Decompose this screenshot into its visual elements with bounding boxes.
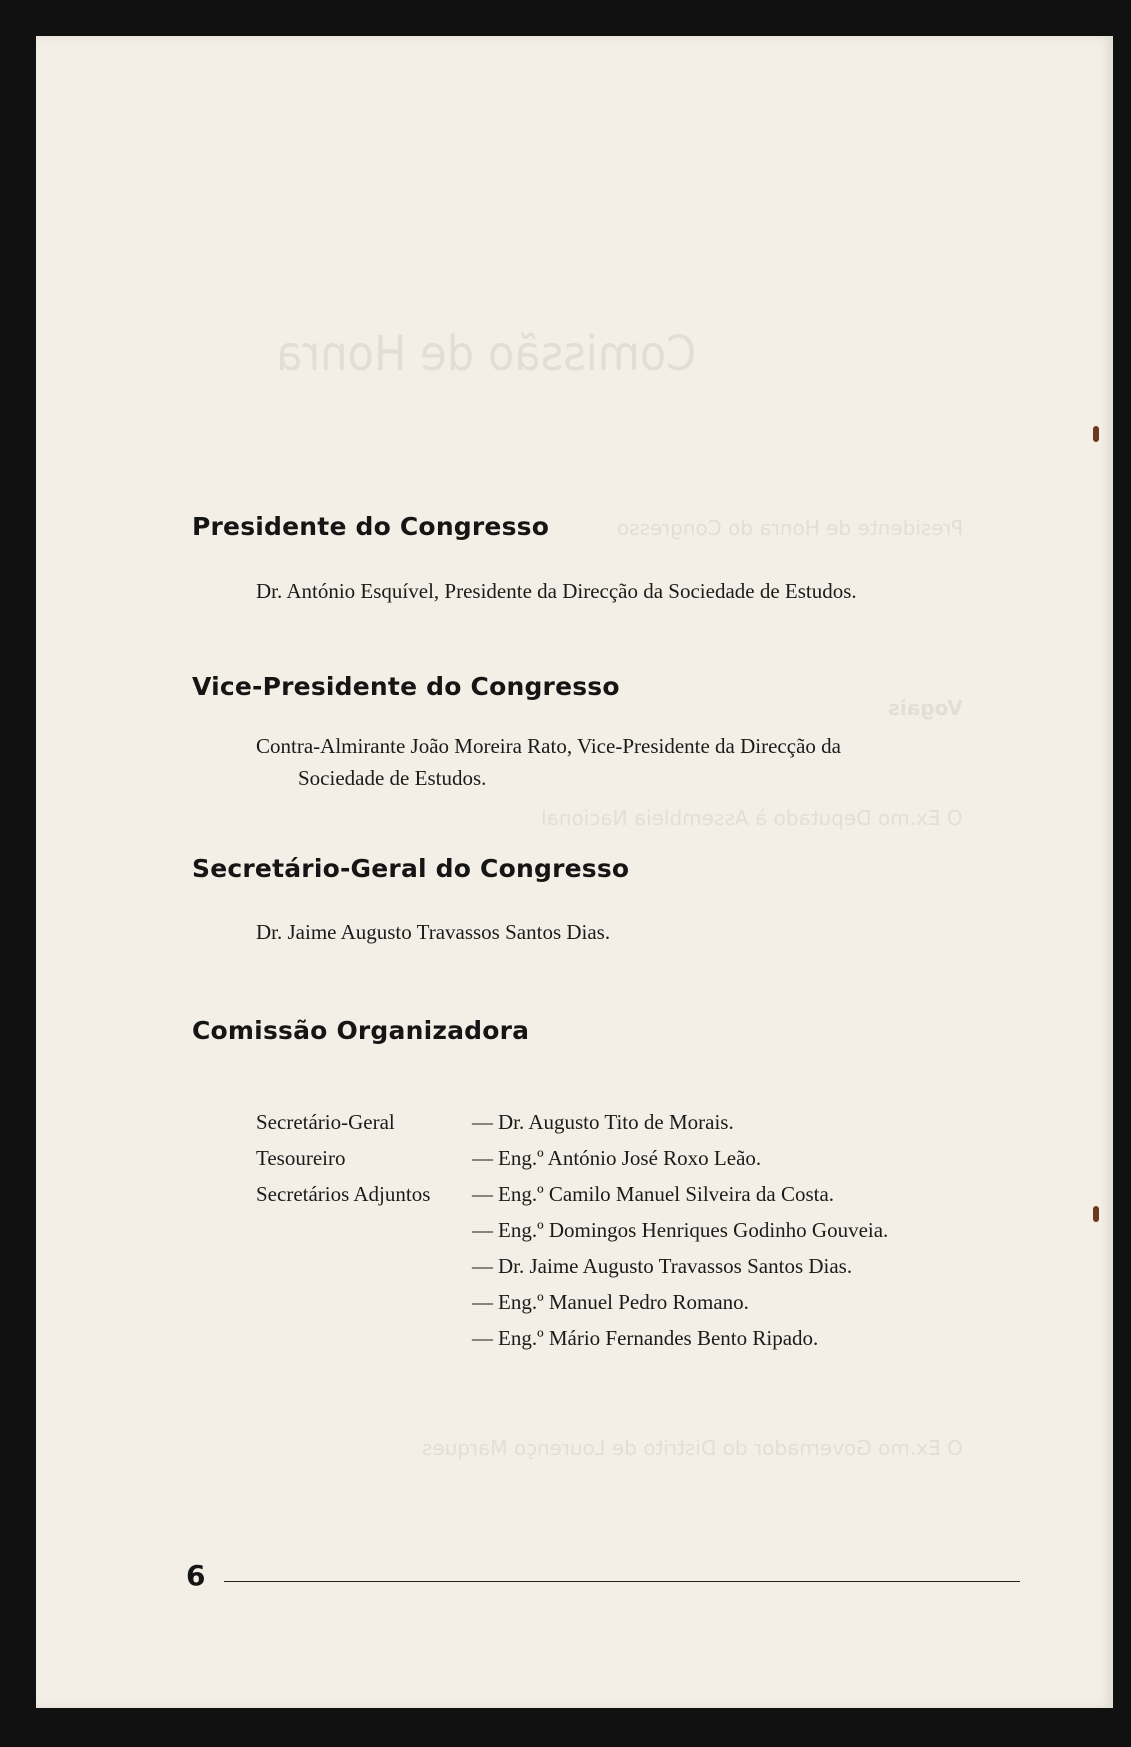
committee-member: Eng.º Domingos Henriques Godinho Gouveia.: [498, 1217, 889, 1242]
show-through-line: Vogais: [888, 696, 963, 720]
vice-president-line: Contra-Almirante João Moreira Rato, Vice-Presidente da Direcção da: [256, 734, 841, 758]
committee-member: Eng.º Mário Fernandes Bento Ripado.: [498, 1325, 819, 1350]
committee-role: Secretários Adjuntos: [256, 1181, 431, 1206]
committee-dash: —: [472, 1325, 493, 1350]
secretary-general-text: Dr. Jaime Augusto Travassos Santos Dias.: [256, 920, 611, 944]
committee-member: Dr. Augusto Tito de Morais.: [498, 1109, 734, 1134]
organizing-committee-heading: Comissão Organizadora: [192, 1016, 530, 1045]
committee-dash: —: [472, 1181, 493, 1206]
vice-president-text: [256, 730, 1032, 794]
committee-row: [256, 1320, 888, 1356]
secretary-general-heading: Secretário-Geral do Congresso: [192, 854, 630, 883]
edge-mark: [1093, 1206, 1099, 1222]
organizing-committee-list: [256, 1104, 888, 1356]
page-number: 6: [186, 1559, 206, 1592]
committee-dash: —: [472, 1217, 493, 1242]
committee-row: [256, 1284, 888, 1320]
document-page: [36, 36, 1113, 1708]
vice-president-line: Sociedade de Estudos.: [298, 766, 487, 790]
committee-row: [256, 1248, 888, 1284]
president-heading: Presidente do Congresso: [192, 512, 550, 541]
committee-row: [256, 1104, 888, 1140]
footer-rule: [224, 1581, 1020, 1582]
show-through-line: Presidente de Honra do Congresso: [616, 516, 963, 540]
edge-mark: [1093, 426, 1099, 442]
committee-dash: —: [472, 1109, 493, 1134]
committee-row: [256, 1176, 888, 1212]
committee-role: Tesoureiro: [256, 1145, 346, 1170]
show-through-title: Comissão de Honra: [276, 326, 697, 382]
committee-member: Eng.º Manuel Pedro Romano.: [498, 1289, 749, 1314]
committee-member: Dr. Jaime Augusto Travassos Santos Dias.: [498, 1253, 853, 1278]
show-through-line: O Ex.mo Deputado à Assembleia Nacional: [541, 806, 963, 830]
president-text: Dr. António Esquível, Presidente da Direcção da Sociedade de Estudos.: [256, 579, 857, 603]
show-through-line: O Ex.mo Governador do Distrito de Lourenço Marques: [422, 1436, 963, 1460]
committee-dash: —: [472, 1253, 493, 1278]
committee-dash: —: [472, 1145, 493, 1170]
committee-member: Eng.º António José Roxo Leão.: [498, 1145, 762, 1170]
committee-dash: —: [472, 1289, 493, 1314]
committee-row: [256, 1140, 888, 1176]
vice-president-heading: Vice-Presidente do Congresso: [192, 672, 620, 701]
committee-member: Eng.º Camilo Manuel Silveira da Costa.: [498, 1181, 835, 1206]
committee-role: Secretário-Geral: [256, 1109, 395, 1134]
committee-row: [256, 1212, 888, 1248]
